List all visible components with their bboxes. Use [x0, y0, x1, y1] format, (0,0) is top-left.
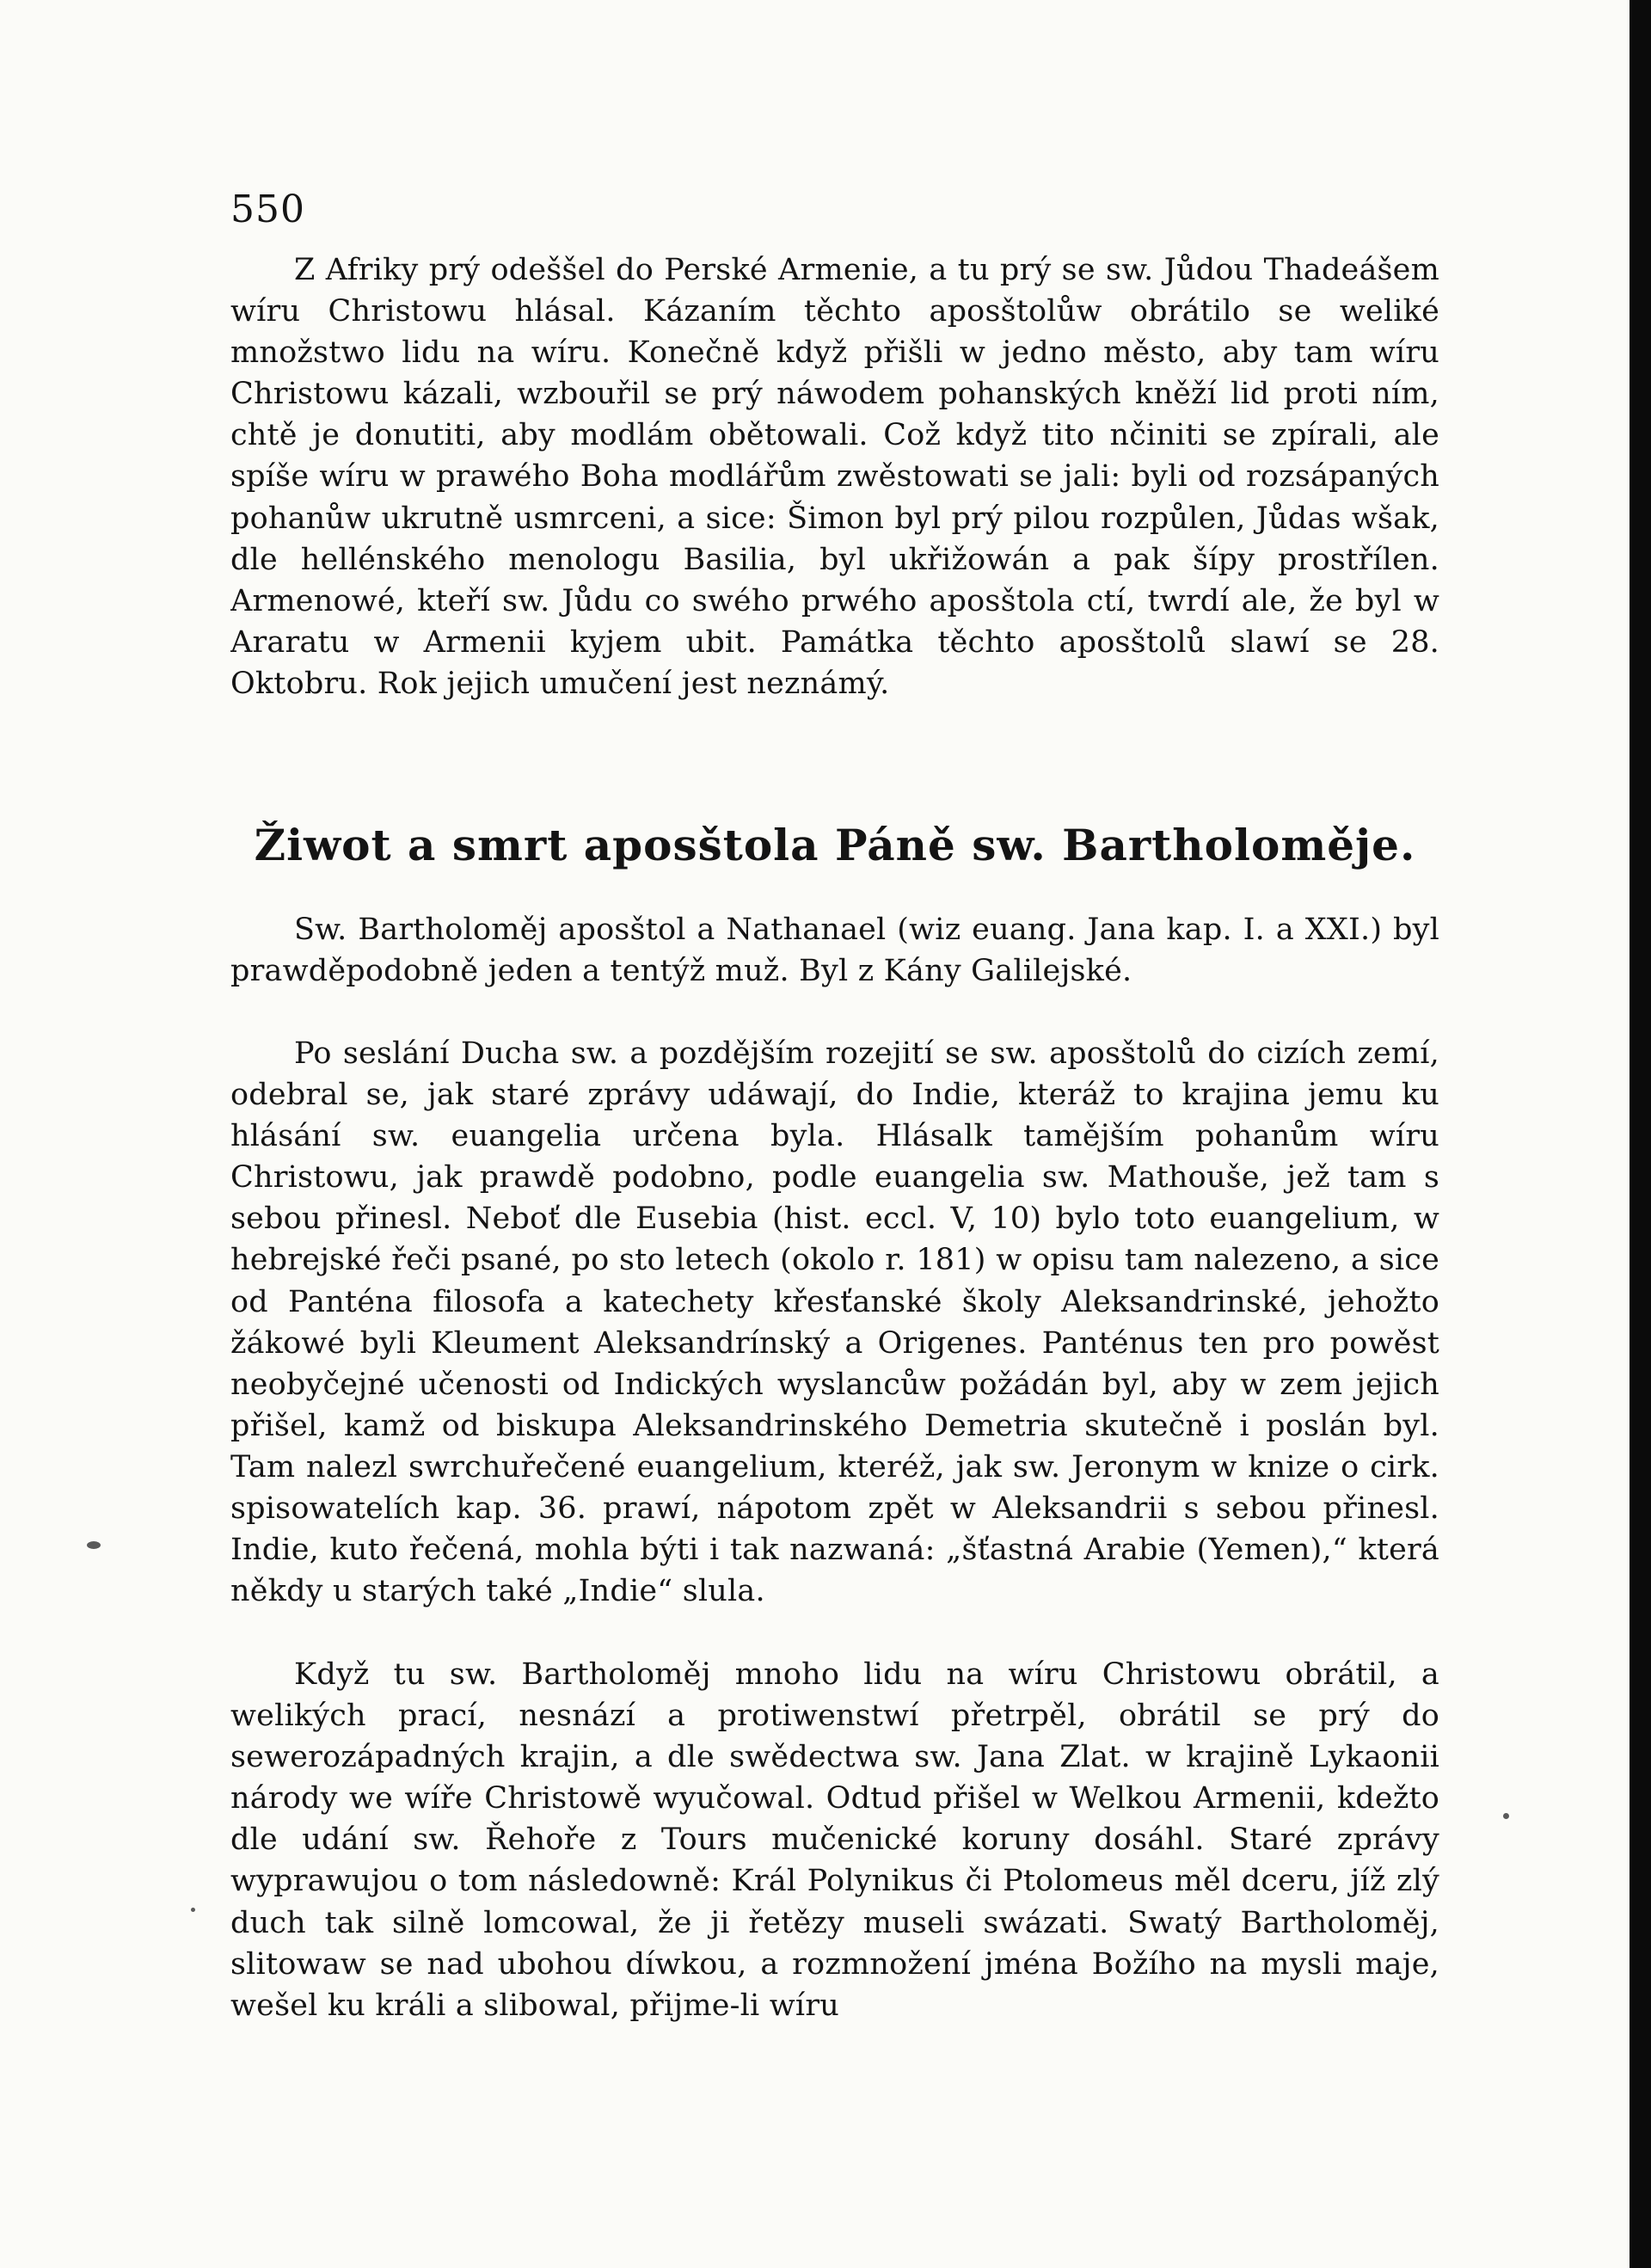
chapter-heading: Žiwot a smrt aposštola Páně sw. Bartholoměje.	[254, 820, 1416, 870]
ink-speck	[87, 1541, 101, 1549]
ink-speck	[191, 1908, 195, 1912]
scan-border	[1630, 0, 1651, 2268]
paragraph-apostles-death: Z Afriky prý odeššel do Perské Armenie, a tu prý se sw. Jůdou Thadeášem wíru Christowu hlásal. Kázaním těchto aposštolůw obrátilo se weliké množstwo lidu na wíru. Konečně když přišli w jedno město, aby tam wíru Christowu kázali, wzbouřil se prý náwodem pohanských kněží lid proti ním, chtě je donutiti, aby modlám obětowali. Což když tito nčiniti se zpírali, ale spíše wíru w prawého Boha modlářům zwěstowati se jali: byli od rozsápaných pohanůw ukrutně usmrceni, a sice: Šimon byl prý pilou rozpůlen, Jůdas wšak, dle hellénského menologu Basilia, byl ukřižowán a pak šípy prostřílen. Armenowé, kteří sw. Jůdu co swého prwého aposštola ctí, twrdí ale, že byl w Araratu w Armenii kyjem ubit. Památka těchto aposštolů slawí se 28. Oktobru. Rok jejich umučení jest neznámý.	[230, 253, 1439, 701]
paragraph-india-mission: Po seslání Ducha sw. a pozdějším rozejití se sw. aposštolů do cizích zemí, odebral se, jak staré zprávy udáwají, do Indie, kteráž to krajina jemu ku hlásání sw. euangelia určena byla. Hlásalk tamějším pohanům wíru Christowu, jak prawdě podobno, podle euangelia sw. Mathouše, jež tam s sebou přinesl. Neboť dle Eusebia (hist. eccl. V, 10) bylo toto euangelium, w hebrejské řeči psané, po sto letech (okolo r. 181) w opisu tam nalezeno, a sice od Panténa filosofa a katechety křesťanské školy Aleksandrinské, jehožto žákowé byli Kleument Aleksandrínský a Origenes. Panténus ten pro powěst neobyčejné učenosti od Indických wyslancůw požádán byl, aby w zem jejich přišel, kamž od biskupa Aleksandrinského Demetria skutečně i poslán byl. Tam nalezl swrchuřečené euangelium, kteréž, jak sw. Jeronym w knize o cirk. spisowatelích kap. 36. prawí, nápotom zpět w Aleksandrii s sebou přinesl. Indie, kuto řečená, mohla býti i tak nazwaná: „šťastná Arabie (Yemen),“ která někdy u starých také „Indie“ slula.	[230, 1036, 1439, 1609]
text-block	[230, 187, 1439, 2067]
paragraph-bartholomew-identity: Sw. Bartholoměj aposštol a Nathanael (wiz euang. Jana kap. I. a XXI.) byl prawděpodobně jeden a tentýž muž. Byl z Kány Galilejské.	[230, 913, 1439, 989]
paragraph-armenia-mission: Když tu sw. Bartholoměj mnoho lidu na wíru Christowu obrátil, a welikých prací, nesnází a protiwenstwí přetrpěl, obrátil se prý do sewerozápadných krajin, a dle swědectwa sw. Jana Zlat. w krajině Lykaonii národy we wíře Christowě wyučowal. Odtud přišel w Welkou Armenii, kdežto dle udání sw. Řehoře z Tours mučenické koruny dosáhl. Staré zprávy wyprawujou o tom následowně: Král Polynikus či Ptolomeus měl dceru, jíž zlý duch tak silně lomcowal, že ji řetězy museli swázati. Swatý Bartholoměj, slitowaw se nad ubohou díwkou, a rozmnožení jména Božího na mysli maje, wešel ku králi a slibowal, přijme-li wíru	[230, 1657, 1439, 2023]
page-number: 550	[230, 187, 305, 231]
ink-speck	[1503, 1813, 1509, 1819]
